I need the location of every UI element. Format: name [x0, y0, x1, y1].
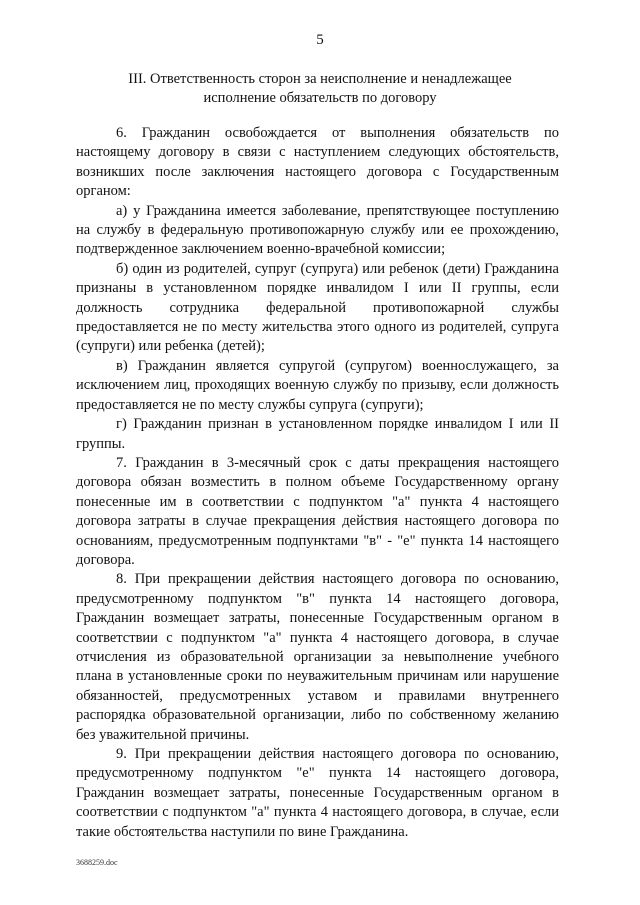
paragraph-9: 9. При прекращении действия настоящего договора по основанию, предусмотренному подпунктом "е" пункта 14 настоящего договора, Гражданин возмещает затраты, понесенные Государственным органом в соответствии с подпунктом "а" пункта 4 настоящего договора, в случае, если такие обстоятельства наступили по вине Гражданина.	[76, 746, 559, 840]
paragraph-6v: в) Гражданин является супругой (супругом) военнослужащего, за исключением лиц, проходящих военную службу по призыву, если должность предоставляется не по месту службы супруга (супруги);	[76, 357, 559, 413]
document-filename: 3688259.doc	[76, 858, 118, 867]
section-heading	[90, 70, 550, 108]
page-number: 5	[316, 32, 324, 48]
paragraph-6b: б) один из родителей, супруг (супруга) или ребенок (дети) Гражданина признаны в установленном порядке инвалидом I или II группы, если должность сотрудника федеральной противопожарной службы предоставляется не по месту жительства этого одного из родителей, супруга (супруги) или ребенка (детей);	[76, 260, 559, 355]
paragraph-6g: г) Гражданин признан в установленном порядке инвалидом I или II группы.	[76, 416, 559, 452]
paragraph-8: 8. При прекращении действия настоящего договора по основанию, предусмотренному подпунктом "в" пункта 14 настоящего договора, Гражданин возмещает затраты, понесенные Государственным органом в соответствии с подпунктом "а" пункта 4 настоящего договора, в случае отчисления из образовательной организации за невыполнение учебного плана в установленные сроки по неуважительным причинам или нарушение обязанностей, предусмотренных уставом и правилами внутреннего распорядка образовательной организации, либо по собственному желанию без уважительной причины.	[76, 571, 559, 743]
section-heading-line-2: исполнение обязательств по договору	[203, 90, 437, 106]
section-heading-line-1: III. Ответственность сторон за неисполнение и ненадлежащее	[128, 71, 512, 87]
paragraph-6a: а) у Гражданина имеется заболевание, препятствующее поступлению на службу в федеральную противопожарную службу или ее прохождению, подтвержденное заключением военно-врачебной комиссии;	[76, 202, 559, 258]
paragraph-6: 6. Гражданин освобождается от выполнения обязательств по настоящему договору в связи с наступлением следующих обстоятельств, возникших после заключения настоящего договора с Государственным органом:	[76, 125, 559, 200]
document-body	[76, 124, 559, 842]
paragraph-7: 7. Гражданин в 3-месячный срок с даты прекращения настоящего договора обязан возместить в полном объеме Государственному органу понесенные им в соответствии с подпунктом "а" пункта 4 настоящего договора затраты в случае прекращения действия настоящего договора по основаниям, предусмотренным подпунктами "в" - "е" пункта 14 настоящего договора.	[76, 454, 559, 568]
